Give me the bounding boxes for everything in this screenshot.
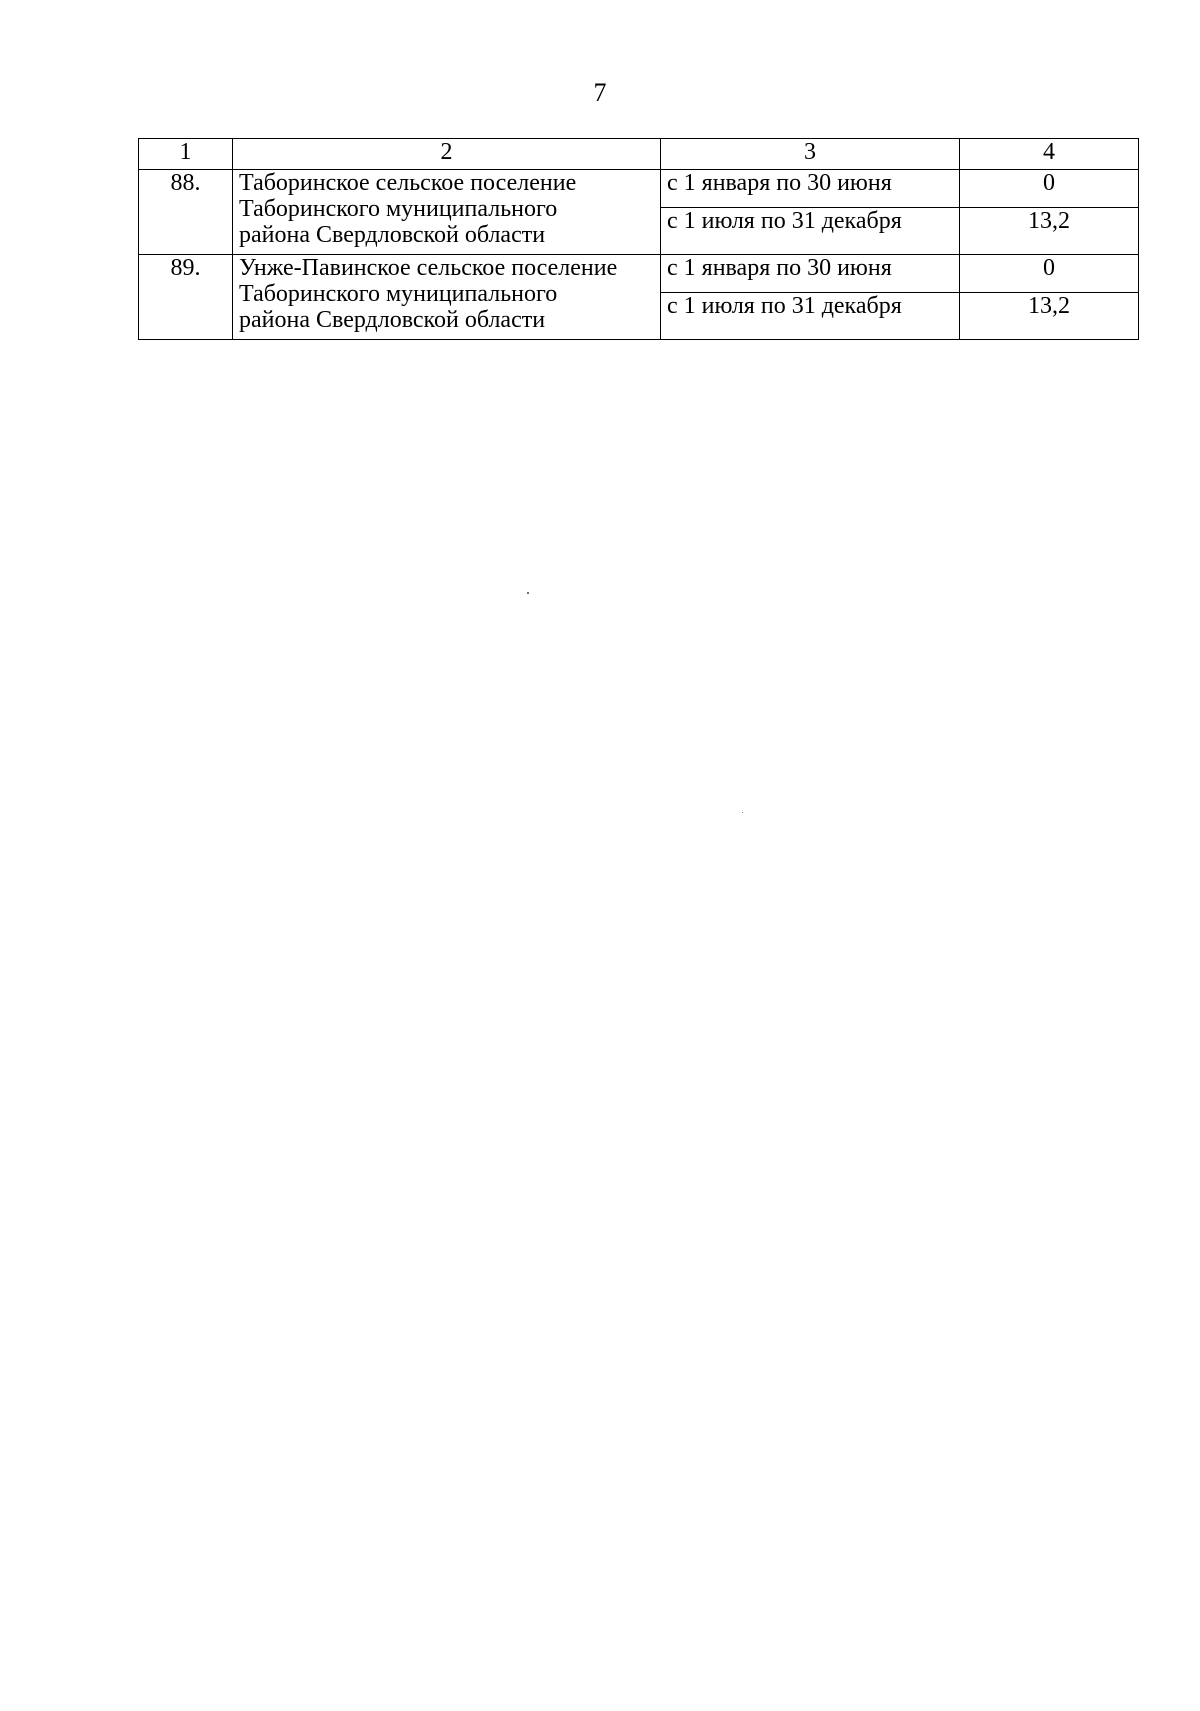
settlement-name-line: Таборинского муниципального: [239, 196, 558, 222]
data-table: [138, 138, 1139, 340]
row-number: 88.: [139, 170, 233, 255]
row-number: 89.: [139, 255, 233, 340]
settlement-name-line: Унже-Павинское сельское поселение: [239, 255, 618, 281]
value-cell: 0: [960, 170, 1139, 208]
value-cell: 0: [960, 255, 1139, 293]
period-cell: с 1 июля по 31 декабря: [661, 208, 960, 255]
scan-speck: [742, 812, 743, 813]
settlement-name-line: района Свердловской области: [239, 222, 546, 248]
settlement-name: [233, 255, 661, 340]
table-header-row: [139, 139, 1139, 170]
settlement-name: [233, 170, 661, 255]
table-row: [139, 255, 1139, 293]
column-header: 4: [960, 139, 1139, 170]
value-cell: 13,2: [960, 293, 1139, 340]
column-header: 1: [139, 139, 233, 170]
column-header: 2: [233, 139, 661, 170]
settlement-name-line: Таборинское сельское поселение: [239, 170, 577, 196]
settlement-name-line: Таборинского муниципального: [239, 281, 558, 307]
settlement-name-line: района Свердловской области: [239, 307, 546, 333]
period-cell: с 1 июля по 31 декабря: [661, 293, 960, 340]
column-header: 3: [661, 139, 960, 170]
period-cell: с 1 января по 30 июня: [661, 255, 960, 293]
value-cell: 13,2: [960, 208, 1139, 255]
period-cell: с 1 января по 30 июня: [661, 170, 960, 208]
page-number: 7: [593, 78, 607, 107]
table-row: [139, 170, 1139, 208]
scan-speck: [527, 592, 529, 594]
